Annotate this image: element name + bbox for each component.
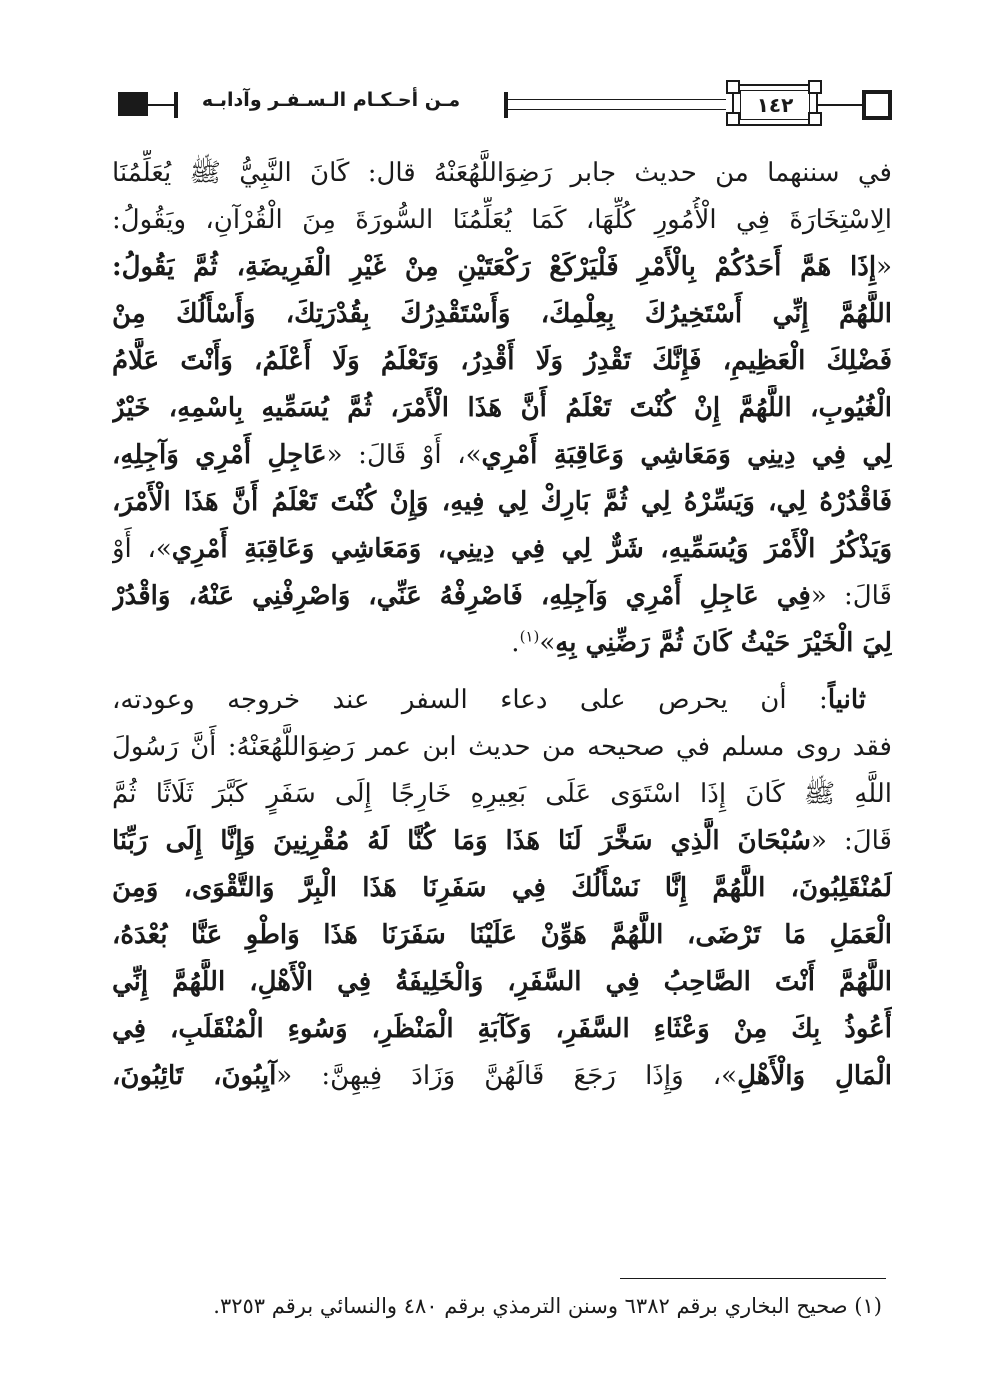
hadith-text: الْعَمَلِ مَا تَرْضَى، اللَّهُمَّ هَوِّنْ عَلَيْنَا سَفَرَنَا هَذَا وَاطْوِ عَنَّا بُعْدَهُ، bbox=[112, 920, 892, 950]
text-line: في سننهما من حديث جابر رَضِوَاللَّهُعَنْهُ قال: كَانَ النَّبِيُّ ﷺ يُعَلِّمُنَا bbox=[112, 158, 892, 188]
text-line bbox=[112, 1006, 892, 1053]
frame-corner-ornament bbox=[726, 112, 740, 126]
hadith-text: فِي عَاجِلِ أَمْرِي وَآجِلِهِ، فَاصْرِفْهُ عَنِّي، وَاصْرِفْنِي عَنْهُ، وَاقْدُرْ bbox=[112, 581, 811, 611]
hadith-text: فَضْلِكَ الْعَظِيمِ، فَإِنَّكَ تَقْدِرُ وَلَا أَقْدِرُ، وَتَعْلَمُ وَلَا أَعْلَمُ، وَأَنْتَ عَلَّامُ bbox=[112, 346, 892, 376]
text-line: ثانياً: أن يحرص على دعاء السفر عند خروجه وعودته، bbox=[112, 685, 866, 715]
hadith-text: عَاجِلِ أَمْرِي وَآجِلِهِ، bbox=[112, 440, 327, 470]
text-line bbox=[112, 479, 892, 526]
hadith-text: الْغُيُوبِ، اللَّهُمَّ إِنْ كُنْتَ تَعْلَمُ أَنَّ هَذَا الْأَمْرَ، ثُمَّ يُسَمِّيهِ بِاسْمِهِ، خَيْرٌ bbox=[112, 393, 892, 423]
hadith-text: آيِبُونَ، تَائِبُونَ، bbox=[112, 1061, 277, 1091]
text-line bbox=[112, 385, 892, 432]
hadith-text: فَاقْدُرْهُ لِي، وَيَسِّرْهُ لِي ثُمَّ بَارِكْ لِي فِيهِ، وَإِنْ كُنْتَ تَعْلَمُ أَنَّ هَذَا الْأَمْرَ، bbox=[112, 487, 892, 517]
hadith-text: لَمُنْقَلِبُونَ، اللَّهُمَّ إِنَّا نَسْأَلُكَ فِي سَفَرِنَا هَذَا الْبِرَّ وَالتَّقْوَى، وَمِنَ bbox=[112, 873, 892, 903]
hadith-text: اللَّهُمَّ إِنِّي أَسْتَخِيرُكَ بِعِلْمِكَ، وَأَسْتَقْدِرُكَ بِقُدْرَتِكَ، وَأَسْأَلُكَ مِنْ bbox=[112, 299, 892, 329]
text-line: لِيَ الْخَيْرَ حَيْثُ كَانَ ثُمَّ رَضِّنِي بِهِ»$^{(١)}$. bbox=[511, 627, 892, 658]
text-line: فقد روى مسلم في صحيحه من حديث ابن عمر رَضِوَاللَّهُعَنْهُ: أَنَّ رَسُولَ bbox=[112, 732, 892, 762]
page-body bbox=[112, 150, 892, 1100]
frame-corner-ornament bbox=[808, 80, 822, 94]
frame-corner-ornament bbox=[808, 112, 822, 126]
header-filled-square bbox=[118, 92, 148, 116]
hadith-text: لِي فِي دِينِي وَمَعَاشِي وَعَاقِبَةِ أَمْرِي bbox=[481, 440, 892, 470]
footnote-marker: (١) bbox=[519, 627, 540, 646]
text-line bbox=[112, 865, 892, 912]
header-rule bbox=[508, 99, 726, 100]
hadith-text: اللَّهُمَّ أَنْتَ الصَّاحِبُ فِي السَّفَرِ، وَالْخَلِيفَةُ فِي الْأَهْلِ، اللَّهُمَّ إِنِّي bbox=[112, 967, 892, 997]
footnote-separator bbox=[620, 1278, 886, 1279]
header-square-ornament bbox=[862, 90, 892, 120]
hadith-text: إِذَا هَمَّ أَحَدُكُمْ بِالْأَمْرِ فَلْيَرْكَعْ رَكْعَتَيْنِ مِنْ غَيْرِ الْفَرِيضَةِ، ثُمَّ يَقُولُ: bbox=[112, 252, 877, 282]
hadith-text: لِيَ الْخَيْرَ حَيْثُ كَانَ ثُمَّ رَضِّنِي بِهِ bbox=[555, 628, 892, 658]
text-line: الْمَالِ وَالْأَهْلِ»، وَإِذَا رَجَعَ قَالَهُنَّ وَزَادَ فِيهِنَّ: «آيِبُونَ، تَائِبُونَ، bbox=[112, 1061, 892, 1091]
text-line: وَيَذْكُرُ الْأَمْرَ وَيُسَمِّيهِ، شَرٌّ لِي فِي دِينِي، وَمَعَاشِي وَعَاقِبَةِ أَمْرِي»، أَوْ bbox=[112, 534, 892, 564]
text-line bbox=[112, 959, 892, 1006]
footnote: (١) صحيح البخاري برقم ٦٣٨٢ وسنن الترمذي برقم ٤٨٠ والنسائي برقم ٣٢٥٣. bbox=[213, 1294, 882, 1318]
frame-corner-ornament bbox=[726, 80, 740, 94]
text-line bbox=[112, 338, 892, 385]
header-bar bbox=[504, 92, 508, 118]
header-rule bbox=[148, 104, 174, 106]
header-rule bbox=[508, 109, 726, 110]
hadith-text: أَعُوذُ بِكَ مِنْ وَعْثَاءِ السَّفَرِ، وَكَآبَةِ الْمَنْظَرِ، وَسُوءِ الْمُنْقَلَبِ، فِي bbox=[112, 1014, 892, 1044]
page-number: ١٤٢ bbox=[740, 90, 810, 120]
text-line: الِاسْتِخَارَةَ فِي الْأُمُورِ كُلِّهَا، كَمَا يُعَلِّمُنَا السُّورَةَ مِنَ الْقُرْآنِ، ويَقُولُ: bbox=[112, 205, 892, 235]
hadith-text: سُبْحَانَ الَّذِي سَخَّرَ لَنَا هَذَا وَمَا كُنَّا لَهُ مُقْرِنِينَ وَإِنَّا إِلَى رَبِّنَا bbox=[112, 826, 811, 856]
header-bar bbox=[174, 92, 178, 118]
header-rule bbox=[814, 104, 862, 106]
section-heading: ثانياً bbox=[827, 685, 866, 715]
text-line: اللَّهِ ﷺ كَانَ إِذَا اسْتَوَى عَلَى بَعِيرِهِ خَارِجًا إِلَى سَفَرٍ كَبَّرَ ثَلَاثًا ثُمَّ bbox=[112, 779, 892, 809]
page-number-frame bbox=[732, 84, 818, 126]
text-line: قَالَ: «سُبْحَانَ الَّذِي سَخَّرَ لَنَا هَذَا وَمَا كُنَّا لَهُ مُقْرِنِينَ وَإِنَّا إِلَى رَبِّنَا bbox=[112, 826, 892, 856]
text-line bbox=[112, 291, 892, 338]
book-title: مـن أحـكـام الـسـفـر وآدابـه bbox=[201, 89, 461, 111]
hadith-text: الْمَالِ وَالْأَهْلِ bbox=[737, 1061, 892, 1091]
hadith-text: وَيَذْكُرُ الْأَمْرَ وَيُسَمِّيهِ، شَرٌّ لِي فِي دِينِي، وَمَعَاشِي وَعَاقِبَةِ أَمْرِي bbox=[171, 534, 892, 564]
text-line: قَالَ: «فِي عَاجِلِ أَمْرِي وَآجِلِهِ، فَاصْرِفْهُ عَنِّي، وَاصْرِفْنِي عَنْهُ، وَاقْدُرْ bbox=[112, 581, 892, 611]
text-line bbox=[112, 912, 892, 959]
text-line: «إِذَا هَمَّ أَحَدُكُمْ بِالْأَمْرِ فَلْيَرْكَعْ رَكْعَتَيْنِ مِنْ غَيْرِ الْفَرِيضَةِ، ثُمَّ يَقُولُ: bbox=[112, 252, 892, 282]
text-line: لِي فِي دِينِي وَمَعَاشِي وَعَاقِبَةِ أَمْرِي»، أَوْ قَالَ: «عَاجِلِ أَمْرِي وَآجِلِهِ، bbox=[112, 440, 892, 470]
